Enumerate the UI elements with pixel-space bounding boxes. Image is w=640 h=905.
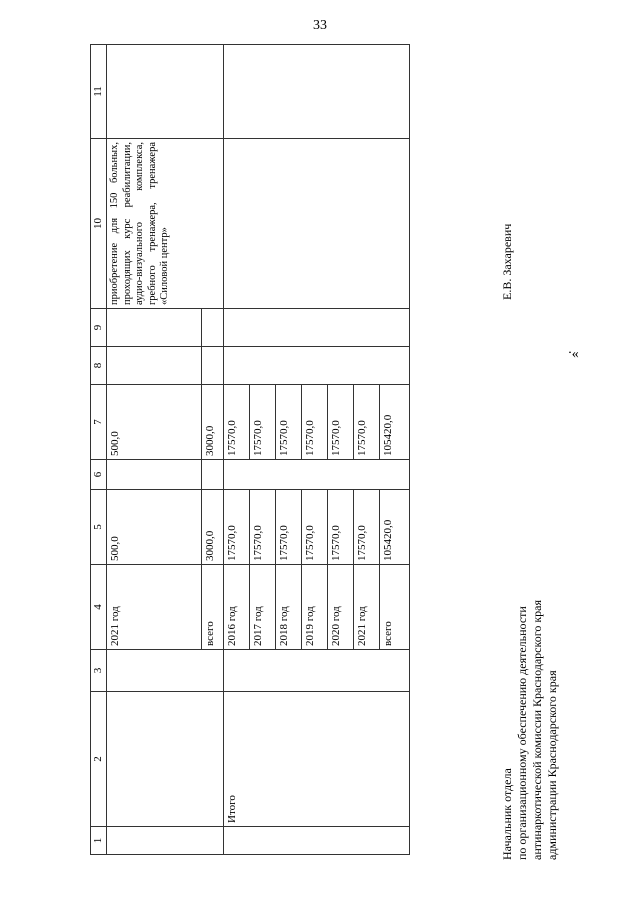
col7-total: 105420,0 <box>380 385 410 460</box>
title-line: по организационному обеспечению деятельности <box>515 606 529 860</box>
year-cell: 2021 год <box>107 565 202 650</box>
year-cell: 2019 год <box>302 565 328 650</box>
year-cell: 2018 год <box>276 565 302 650</box>
year-cell: 2017 год <box>250 565 276 650</box>
col7-value: 17570,0 <box>224 385 250 460</box>
signatory-name: Е.В. Захаревич <box>500 223 514 300</box>
header-col-6: 6 <box>91 460 107 490</box>
col7-value: 17570,0 <box>328 385 354 460</box>
title-line: антинаркотической комиссии Краснодарского края <box>530 599 544 860</box>
itogo-label: Итого <box>224 692 410 827</box>
col7-value: 17570,0 <box>302 385 328 460</box>
header-col-10: 10 <box>91 139 107 309</box>
col5-value: 17570,0 <box>224 490 250 565</box>
col7-value: 500,0 <box>107 385 202 460</box>
year-cell: всего <box>202 565 224 650</box>
header-col-5: 5 <box>91 490 107 565</box>
header-col-11: 11 <box>91 45 107 139</box>
col5-value: 17570,0 <box>302 490 328 565</box>
col5-value: 500,0 <box>107 490 202 565</box>
col7-value: 3000,0 <box>202 385 224 460</box>
header-col-4: 4 <box>91 565 107 650</box>
header-col-1: 1 <box>91 827 107 855</box>
table-row <box>107 45 202 855</box>
page-number: 33 <box>313 18 327 33</box>
rotated-table-block <box>90 45 460 855</box>
col7-value: 17570,0 <box>276 385 302 460</box>
measure-description: приобретение для 150 больных, проходящих курс реабилитации, аудио-визуального комплекса, гребного тренажера, тренажера «Силовой центр» <box>107 139 224 309</box>
year-cell: всего <box>380 565 410 650</box>
year-cell: 2020 год <box>328 565 354 650</box>
signatory-title <box>500 460 560 860</box>
year-cell: 2016 год <box>224 565 250 650</box>
header-col-9: 9 <box>91 309 107 347</box>
col5-value: 17570,0 <box>354 490 380 565</box>
col5-total: 105420,0 <box>380 490 410 565</box>
col5-value: 17570,0 <box>250 490 276 565</box>
closing-quote: ». <box>568 347 579 363</box>
header-col-2: 2 <box>91 692 107 827</box>
header-col-7: 7 <box>91 385 107 460</box>
year-cell: 2021 год <box>354 565 380 650</box>
title-line: Начальник отдела <box>500 768 514 860</box>
header-col-3: 3 <box>91 650 107 692</box>
title-line: администрации Краснодарского края <box>545 670 559 860</box>
header-col-8: 8 <box>91 347 107 385</box>
col5-value: 17570,0 <box>276 490 302 565</box>
col5-value: 3000,0 <box>202 490 224 565</box>
itogo-row <box>224 45 250 855</box>
signature-block <box>500 160 620 860</box>
header-row <box>91 45 107 855</box>
funding-table <box>90 44 410 855</box>
col7-value: 17570,0 <box>354 385 380 460</box>
col5-value: 17570,0 <box>328 490 354 565</box>
col7-value: 17570,0 <box>250 385 276 460</box>
